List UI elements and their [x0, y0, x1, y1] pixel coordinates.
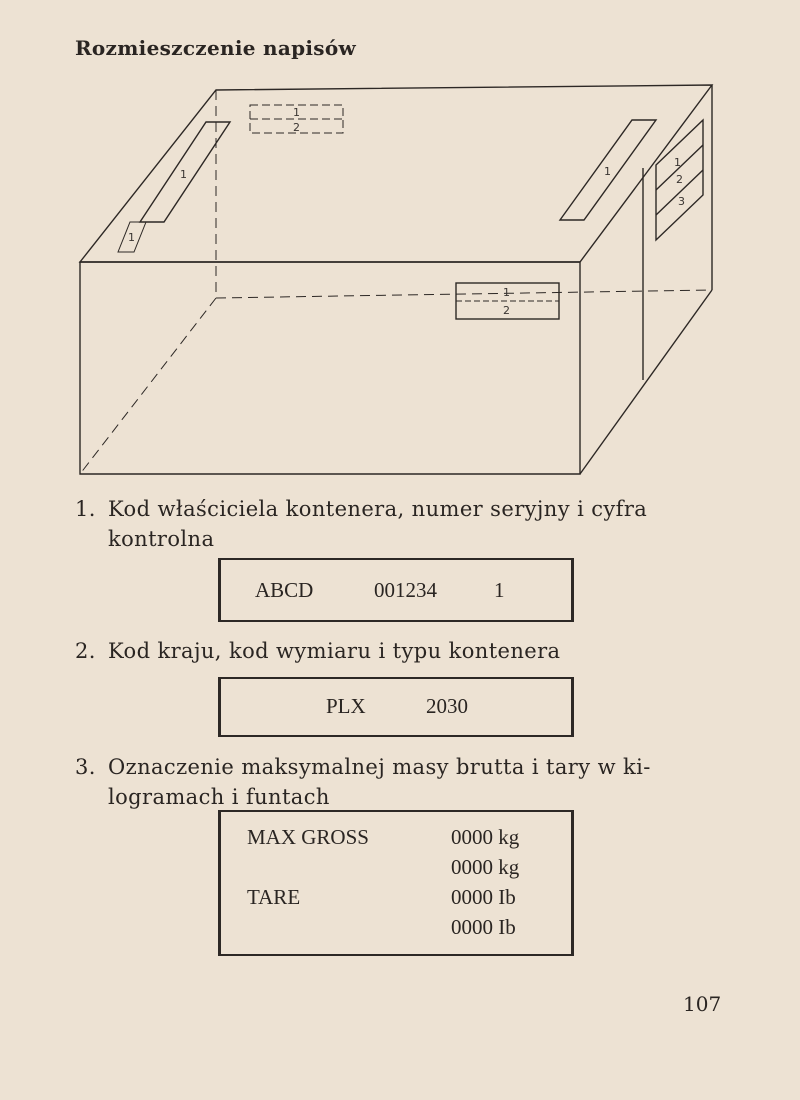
item-text-line: Kod właściciela kontenera, numer seryjny i cyfra	[108, 497, 648, 521]
item-2-description	[75, 636, 735, 666]
weight-value: 0000 kg	[451, 855, 520, 879]
right-panel-label-1: 1	[674, 156, 681, 169]
tare-label: TARE	[247, 885, 301, 909]
front-label-1: 1	[503, 286, 510, 299]
container-diagram	[0, 0, 800, 500]
item-number: 2.	[75, 639, 96, 663]
right-panel-label-3: 3	[678, 195, 685, 208]
weight-box	[218, 810, 574, 956]
weight-value: 0000 Ib	[451, 915, 516, 939]
max-gross-label: MAX GROSS	[247, 825, 369, 849]
owner-code: ABCD	[255, 578, 314, 602]
weight-value: 0000 Ib	[451, 885, 516, 909]
page-title: Rozmieszczenie napisów	[75, 36, 357, 60]
left-box-label: 1	[128, 231, 135, 244]
item-text-line: Oznaczenie maksymalnej masy brutta i tary w ki-	[108, 755, 651, 779]
serial-number: 001234	[374, 578, 437, 602]
owner-code-box	[218, 558, 574, 622]
item-text-line: kontrolna	[108, 527, 215, 551]
top-label-2: 2	[293, 121, 300, 134]
country-code: PLX	[326, 694, 366, 718]
front-label-2: 2	[503, 304, 510, 317]
right-panel-label-2: 2	[676, 173, 683, 186]
country-type-box	[218, 677, 574, 737]
right-strip-label: 1	[604, 165, 611, 178]
item-1-description	[75, 494, 735, 554]
page-number: 107	[683, 992, 722, 1016]
item-text-line: Kod kraju, kod wymiaru i typu kontenera	[108, 639, 561, 663]
top-label-1: 1	[293, 106, 300, 119]
size-type-code: 2030	[426, 694, 468, 718]
check-digit: 1	[494, 578, 505, 602]
item-number: 1.	[75, 497, 96, 521]
item-3-description	[75, 752, 735, 812]
weight-value: 0000 kg	[451, 825, 520, 849]
item-number: 3.	[75, 755, 96, 779]
item-text-line: logramach i funtach	[108, 785, 330, 809]
left-strip-label: 1	[180, 168, 187, 181]
